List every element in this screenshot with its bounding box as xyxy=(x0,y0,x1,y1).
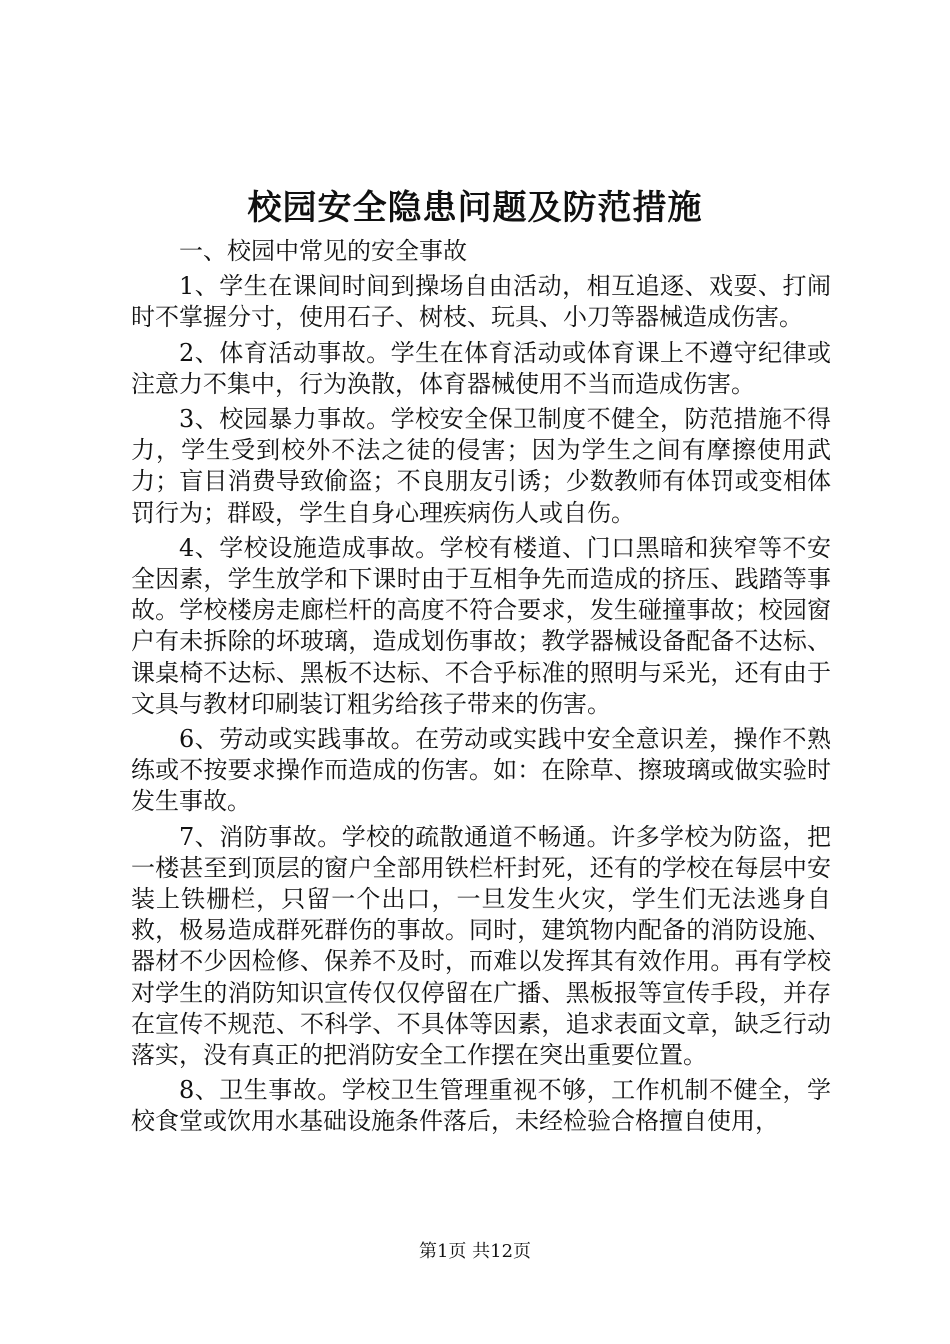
paragraph-item-3: 3、校园暴力事故。学校安全保卫制度不健全，防范措施不得力，学生受到校外不法之徒的侵害；因为学生之间有摩擦使用武力；盲目消费导致偷盗；不良朋友引诱；少数教师有体罚或变相体罚行为；群殴，学生自身心理疾病伤人或自伤。 xyxy=(131,405,831,527)
document-body xyxy=(131,236,831,1142)
paragraph-item-4: 4、学校设施造成事故。学校有楼道、门口黑暗和狭窄等不安全因素，学生放学和下课时由于互相争先而造成的挤压、践踏等事故。学校楼房走廊栏杆的高度不符合要求，发生碰撞事故；校园窗户有未拆除的坏玻璃，造成划伤事故；教学器械设备配备不达标、课桌椅不达标、黑板不达标、不合乎标准的照明与采光，还有由于文具与教材印刷装订粗劣给孩子带来的伤害。 xyxy=(131,533,831,718)
section-heading: 一、校园中常见的安全事故 xyxy=(179,237,467,265)
paragraph-item-6: 6、劳动或实践事故。在劳动或实践中安全意识差，操作不熟练或不按要求操作而造成的伤害。如：在除草、擦玻璃或做实验时发生事故。 xyxy=(131,725,831,816)
page-footer: 第1页 共12页 xyxy=(418,1241,532,1262)
document-title: 校园安全隐患问题及防范措施 xyxy=(247,188,703,228)
paragraph-item-7: 7、消防事故。学校的疏散通道不畅通。许多学校为防盗，把一楼甚至到顶层的窗户全部用铁栏杆封死，还有的学校在每层中安装上铁栅栏，只留一个出口，一旦发生火灾，学生们无法逃身自救，极易造成群死群伤的事故。同时，建筑物内配备的消防设施、器材不少因检修、保养不及时，而难以发挥其有效作用。再有学校对学生的消防知识宣传仅仅停留在广播、黑板报等宣传手段，并存在宣传不规范、不科学、不具体等因素，追求表面文章，缺乏行动落实，没有真正的把消防安全工作摆在突出重要位置。 xyxy=(131,822,831,1070)
paragraph-item-1: 1、学生在课间时间到操场自由活动，相互追逐、戏耍、打闹时不掌握分寸，使用石子、树枝、玩具、小刀等器械造成伤害。 xyxy=(131,272,831,332)
paragraph-item-2: 2、体育活动事故。学生在体育活动或体育课上不遵守纪律或注意力不集中，行为涣散，体育器械使用不当而造成伤害。 xyxy=(131,338,831,398)
paragraph-item-8: 8、卫生事故。学校卫生管理重视不够，工作机制不健全，学校食堂或饮用水基础设施条件落后，未经检验合格擅自使用， xyxy=(131,1076,831,1136)
